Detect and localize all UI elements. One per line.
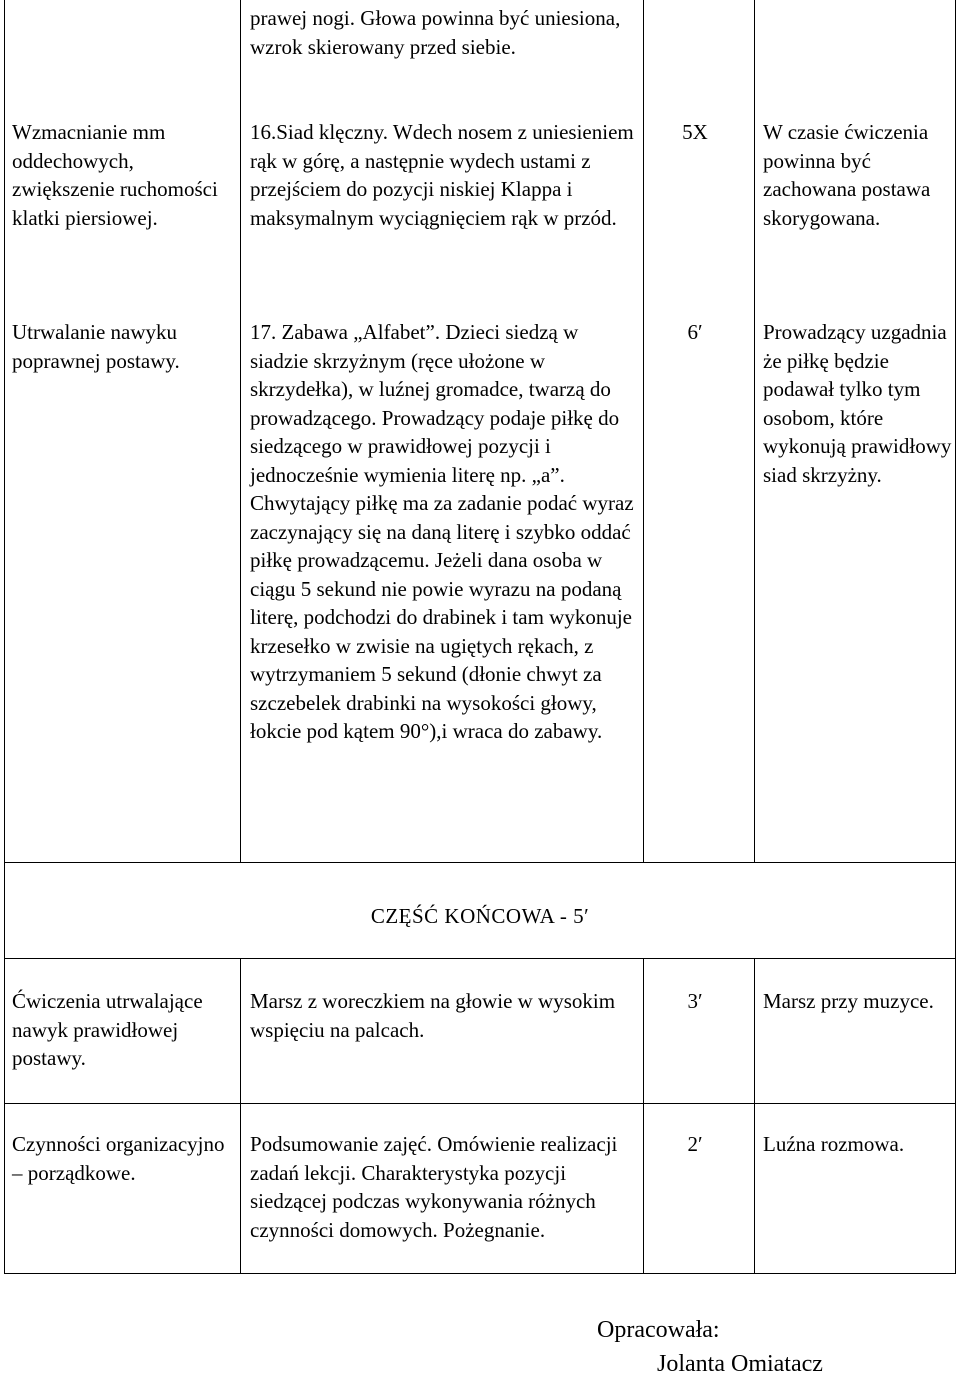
notes-cell: Luźna rozmowa. [763, 1132, 905, 1156]
table-border [4, 862, 956, 863]
notes-cell: Prowadzący uzgadnia że piłkę będzie podawał tylko tym osobom, które wykonują prawidłowy siad skrzyżny. [763, 320, 952, 487]
table-border [754, 958, 755, 1274]
exercise-cell: prawej nogi. Głowa powinna być uniesiona, wzrok skierowany przed siebie. [250, 6, 621, 59]
dose-cell: 6′ [687, 320, 703, 344]
exercise-cell: 16.Siad klęczny. Wdech nosem z uniesieniem rąk w górę, a następnie wydech ustami z przejściem do pozycji niskiej Klappa i maksymalnym wyciągnięciem rąk w przód. [250, 120, 634, 230]
aim-cell: Czynności organizacyjno – porządkowe. [12, 1132, 225, 1185]
table-border [240, 0, 241, 862]
table-border [955, 958, 956, 1274]
table-border [4, 0, 5, 862]
notes-cell: W czasie ćwiczenia powinna być zachowana postawa skorygowana. [763, 120, 931, 230]
aim-cell: Ćwiczenia utrwalające nawyk prawidłowej postawy. [12, 989, 203, 1070]
table-border [955, 0, 956, 862]
notes-cell: Marsz przy muzyce. [763, 989, 934, 1013]
exercise-cell: 17. Zabawa „Alfabet”. Dzieci siedzą w siadzie skrzyżnym (ręce ułożone w skrzydełka), w luźnej gromadce, twarzą do prowadzącego. Prowadzący podaje piłkę do siedzącego w prawidłowej pozycji i jednocześnie wymienia literę np. „a”. Chwytający piłkę ma za zadanie podać wyraz zaczynający się na daną literę i szybko oddać piłkę prowadzącemu. Jeżeli dana osoba w ciągu 5 sekund nie powie wyrazu na podaną literę, podchodzi do drabinek i tam wykonuje krzesełko w zwisie na ugiętych rękach, z wytrzymaniem 5 sekund (dłonie chwyt za szczebelek drabinki na wysokości głowy, łokcie pod kątem 90°),i wraca do zabawy. [250, 320, 634, 743]
table-border [240, 958, 241, 1274]
dose-cell: 3′ [687, 989, 703, 1013]
section-heading: CZĘŚĆ KOŃCOWA - 5′ [370, 904, 590, 928]
table-border [4, 1273, 956, 1274]
dose-cell: 2′ [687, 1132, 703, 1156]
table-border [4, 958, 956, 959]
exercise-cell: Podsumowanie zajęć. Omówienie realizacji zadań lekcji. Charakterystyka pozycji siedzącej podczas wykonywania różnych czynności domowych. Pożegnanie. [250, 1132, 618, 1242]
table-border [754, 0, 755, 862]
table-border [4, 1103, 956, 1104]
table-border [4, 958, 5, 1274]
aim-cell: Utrwalanie nawyku poprawnej postawy. [12, 320, 180, 373]
table-border [643, 958, 644, 1274]
exercise-cell: Marsz z woreczkiem na głowie w wysokim wspięciu na palcach. [250, 989, 616, 1042]
signature-name: Jolanta Omiatacz [657, 1351, 823, 1377]
dose-cell: 5X [682, 120, 708, 144]
table-border [643, 0, 644, 862]
aim-cell: Wzmacnianie mm oddechowych, zwiększenie ruchomości klatki piersiowej. [12, 120, 218, 230]
signature-label: Opracowała: [597, 1317, 720, 1343]
